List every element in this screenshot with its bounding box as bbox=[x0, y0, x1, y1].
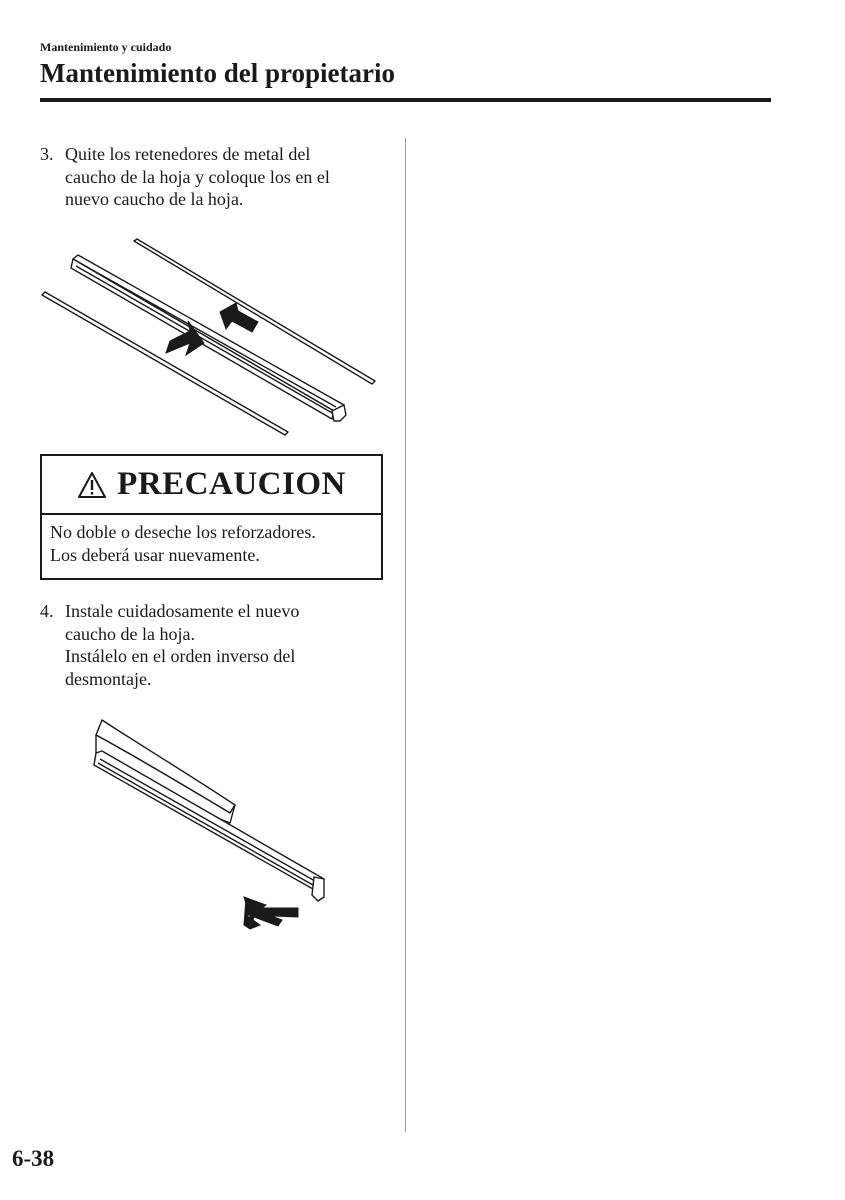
column-divider bbox=[405, 138, 406, 1132]
page-number: 6-38 bbox=[12, 1146, 55, 1171]
blade-installation-illustration bbox=[70, 715, 350, 940]
caution-header bbox=[42, 456, 381, 515]
step-number: 3. bbox=[40, 144, 54, 164]
page-title: Mantenimiento del propietario bbox=[40, 58, 395, 88]
caution-box bbox=[40, 454, 383, 580]
title-rule bbox=[40, 98, 771, 102]
retainer-removal-illustration bbox=[40, 235, 385, 440]
step-3 bbox=[40, 143, 380, 211]
push-arrow-icon bbox=[244, 897, 298, 929]
step-text: Instale cuidadosamente el nuevo caucho de la hoja. Instálelo en el orden inverso del desmontaje. bbox=[65, 601, 300, 689]
step-text: Quite los retenedores de metal del caucho de la hoja y coloque los en el nuevo caucho de la hoja. bbox=[65, 144, 330, 209]
section-label: Mantenimiento y cuidado bbox=[40, 40, 172, 54]
blade-holder bbox=[96, 735, 235, 823]
step-number: 4. bbox=[40, 601, 54, 621]
step-4 bbox=[40, 600, 380, 690]
caution-title: PRECAUCION bbox=[117, 466, 346, 502]
caution-text: No doble o deseche los reforzadores. Los deberá usar nuevamente. bbox=[50, 522, 316, 565]
warning-triangle-icon bbox=[77, 471, 107, 499]
